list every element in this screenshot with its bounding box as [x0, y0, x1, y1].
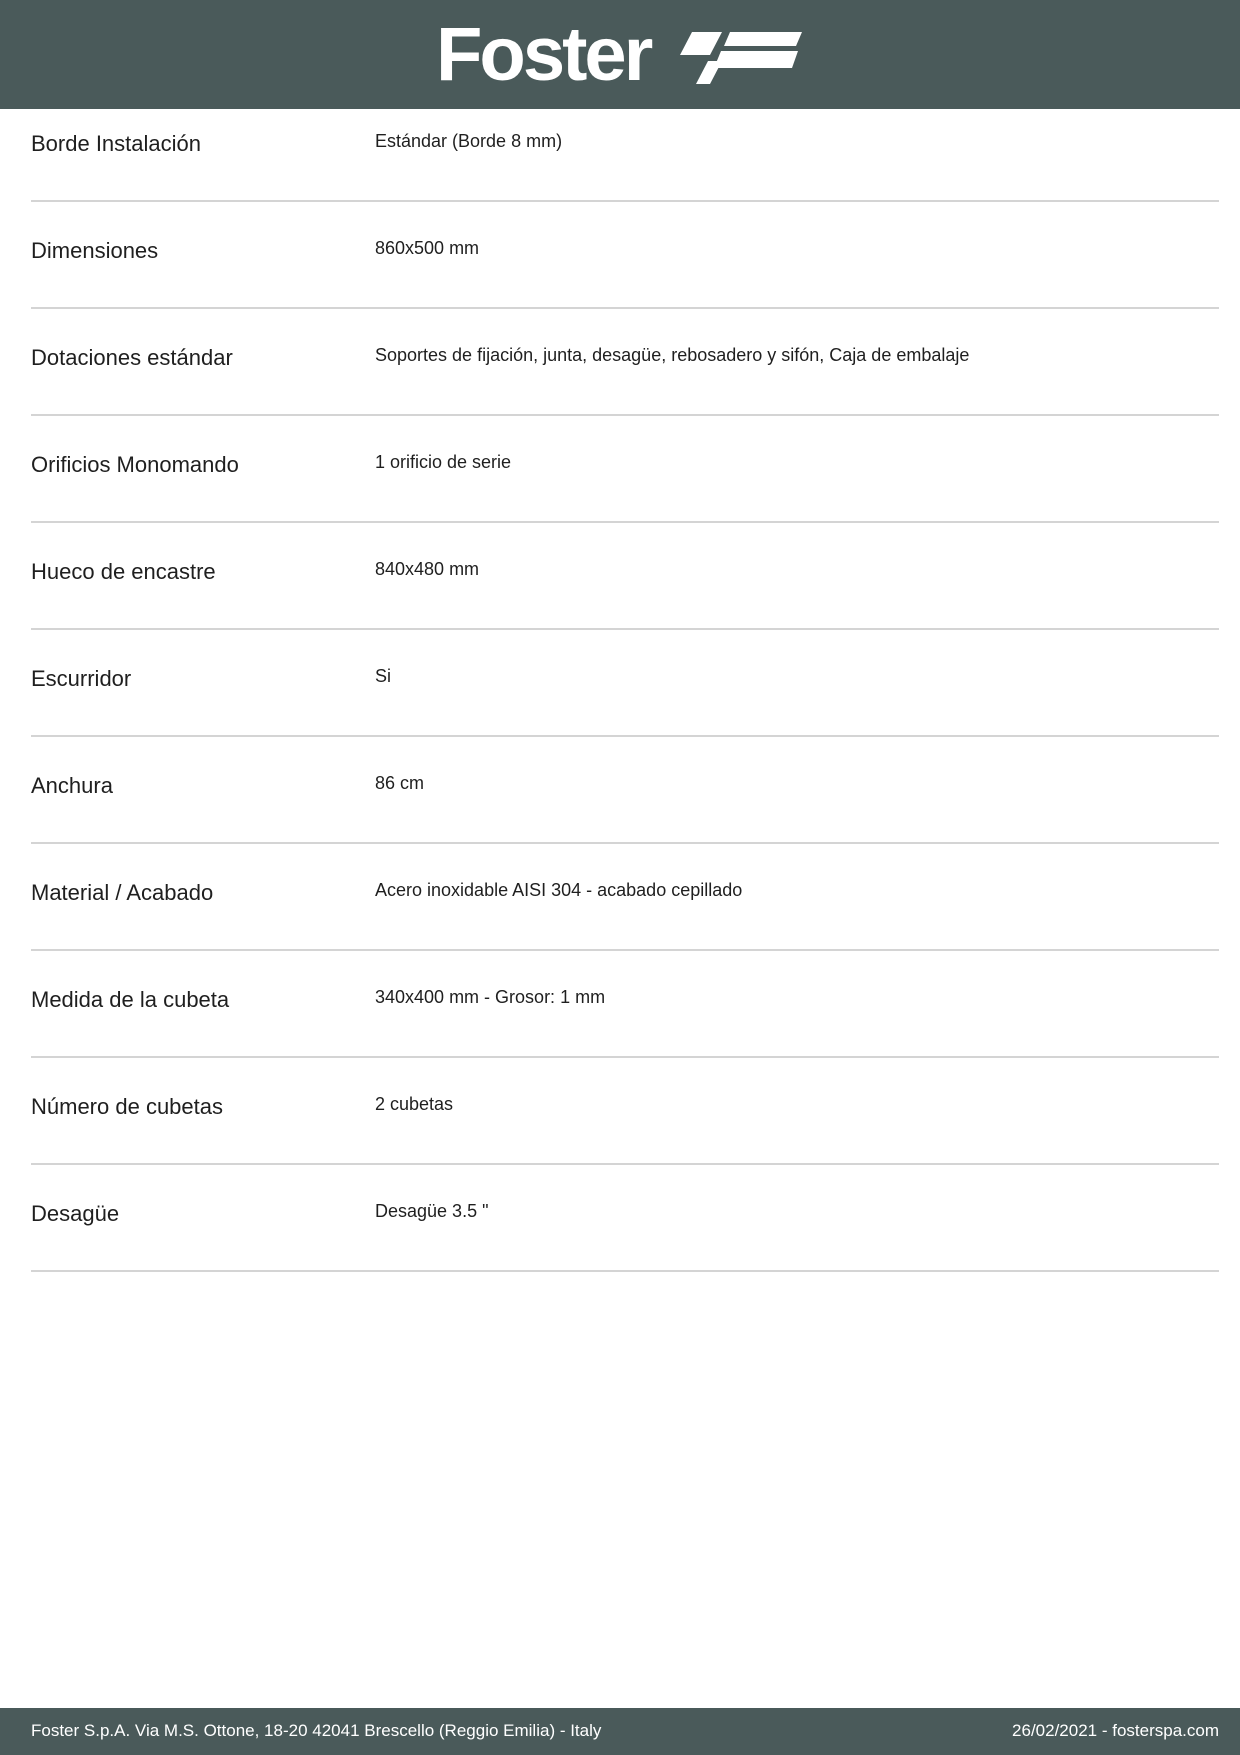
- spec-label: Orificios Monomando: [31, 452, 239, 477]
- spec-value: 2 cubetas: [375, 1094, 454, 1114]
- spec-label: Dotaciones estándar: [31, 345, 233, 370]
- spec-row: [31, 202, 1219, 309]
- spec-label: Dimensiones: [31, 238, 159, 263]
- spec-value: 860x500 mm: [375, 238, 480, 258]
- spec-value: Estándar (Borde 8 mm): [375, 131, 563, 151]
- spec-label: Desagüe: [31, 1201, 120, 1226]
- spec-value: Si: [375, 666, 392, 686]
- spec-row: [31, 951, 1219, 1058]
- spec-value: Acero inoxidable AISI 304 - acabado cepillado: [375, 880, 743, 900]
- spec-row: [31, 737, 1219, 844]
- spec-row: [31, 844, 1219, 951]
- spec-row: [31, 95, 1219, 202]
- spec-value: 86 cm: [375, 773, 425, 793]
- spec-label: Escurridor: [31, 666, 132, 691]
- spec-row: [31, 309, 1219, 416]
- spec-row: [31, 416, 1219, 523]
- spec-label: Borde Instalación: [31, 131, 201, 156]
- spec-row: [31, 1058, 1219, 1165]
- spec-value: Desagüe 3.5 ": [375, 1201, 489, 1221]
- page-footer: [0, 1708, 1240, 1755]
- spec-value: 1 orificio de serie: [375, 452, 512, 472]
- spec-table: [31, 95, 1219, 1272]
- spec-row: [31, 630, 1219, 737]
- spec-label: Hueco de encastre: [31, 559, 216, 584]
- spec-value: 340x400 mm - Grosor: 1 mm: [375, 987, 606, 1007]
- footer-address: Foster S.p.A. Via M.S. Ottone, 18-20 42041 Brescello (Reggio Emilia) - Italy: [31, 1721, 602, 1740]
- spec-row: [31, 1165, 1219, 1272]
- spec-row: [31, 523, 1219, 630]
- spec-label: Anchura: [31, 773, 113, 798]
- spec-label: Material / Acabado: [31, 880, 214, 905]
- spec-value: Soportes de fijación, junta, desagüe, rebosadero y sifón, Caja de embalaje: [375, 345, 970, 365]
- spec-label: Medida de la cubeta: [31, 987, 230, 1012]
- page-header: [0, 0, 1240, 109]
- footer-date-site: 26/02/2021 - fosterspa.com: [1012, 1721, 1219, 1740]
- brand-logo-text: Foster: [436, 12, 651, 97]
- spec-value: 840x480 mm: [375, 559, 480, 579]
- foster-stripes-icon: [678, 30, 804, 86]
- spec-label: Número de cubetas: [31, 1094, 223, 1119]
